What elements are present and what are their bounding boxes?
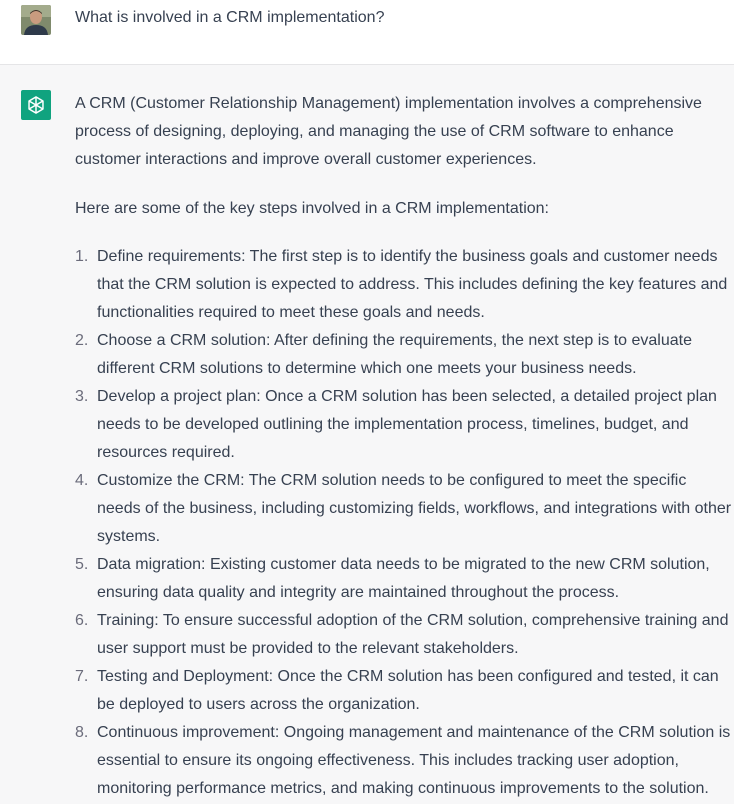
list-item-text: Develop a project plan: Once a CRM solution has been selected, a detailed project plan needs to be developed outlining the implementation process, timelines, budget, and resources required. [97, 388, 717, 461]
list-item-text: Customize the CRM: The CRM solution needs to be configured to meet the specific needs of the business, including customizing fields, workflows, and integrations with other systems. [97, 472, 732, 545]
list-item-text: Define requirements: The first step is to identify the business goals and customer needs that the CRM solution is expected to address. This includes defining the key features and functionalities required to meet these goals and needs. [97, 248, 728, 321]
list-item [75, 467, 734, 551]
list-item [75, 607, 734, 663]
steps-list [75, 243, 734, 803]
user-avatar [21, 5, 51, 35]
list-item [75, 383, 734, 467]
list-item-number: 5. [75, 556, 89, 573]
list-item [75, 551, 734, 607]
user-avatar-photo [21, 5, 51, 35]
list-item-number: 2. [75, 332, 89, 349]
list-item-text: Continuous improvement: Ongoing management and maintenance of the CRM solution is essential to ensure its ongoing effectiveness. This includes tracking user adoption, monitoring performance metrics, and making continuous improvements to the solution. [97, 724, 731, 797]
list-item-number: 3. [75, 388, 89, 405]
lead-in-paragraph: Here are some of the key steps involved in a CRM implementation: [75, 200, 549, 217]
intro-paragraph: A CRM (Customer Relationship Management) implementation involves a comprehensive process of designing, deploying, and managing the use of CRM software to enhance customer interactions and improve overall customer experiences. [75, 95, 702, 168]
list-item-text: Data migration: Existing customer data needs to be migrated to the new CRM solution, ensuring data quality and integrity are maintained throughout the process. [97, 556, 710, 601]
list-item-number: 1. [75, 248, 89, 265]
list-item-number: 6. [75, 612, 89, 629]
list-item-number: 7. [75, 668, 89, 685]
list-item-number: 8. [75, 724, 89, 741]
list-item [75, 327, 734, 383]
list-item [75, 243, 734, 327]
list-item [75, 663, 734, 719]
list-item-text: Choose a CRM solution: After defining the requirements, the next step is to evaluate different CRM solutions to determine which one meets your business needs. [97, 332, 692, 377]
assistant-message-row [0, 65, 734, 804]
user-message-row [0, 0, 734, 65]
list-item-text: Training: To ensure successful adoption of the CRM solution, comprehensive training and user support must be provided to the relevant stakeholders. [97, 612, 729, 657]
user-message-text: What is involved in a CRM implementation? [75, 9, 385, 26]
list-item [75, 719, 734, 803]
list-item-number: 4. [75, 472, 89, 489]
openai-logo-icon [21, 90, 51, 120]
assistant-message-body [75, 90, 734, 803]
list-item-text: Testing and Deployment: Once the CRM solution has been configured and tested, it can be deployed to users across the organization. [97, 668, 719, 713]
